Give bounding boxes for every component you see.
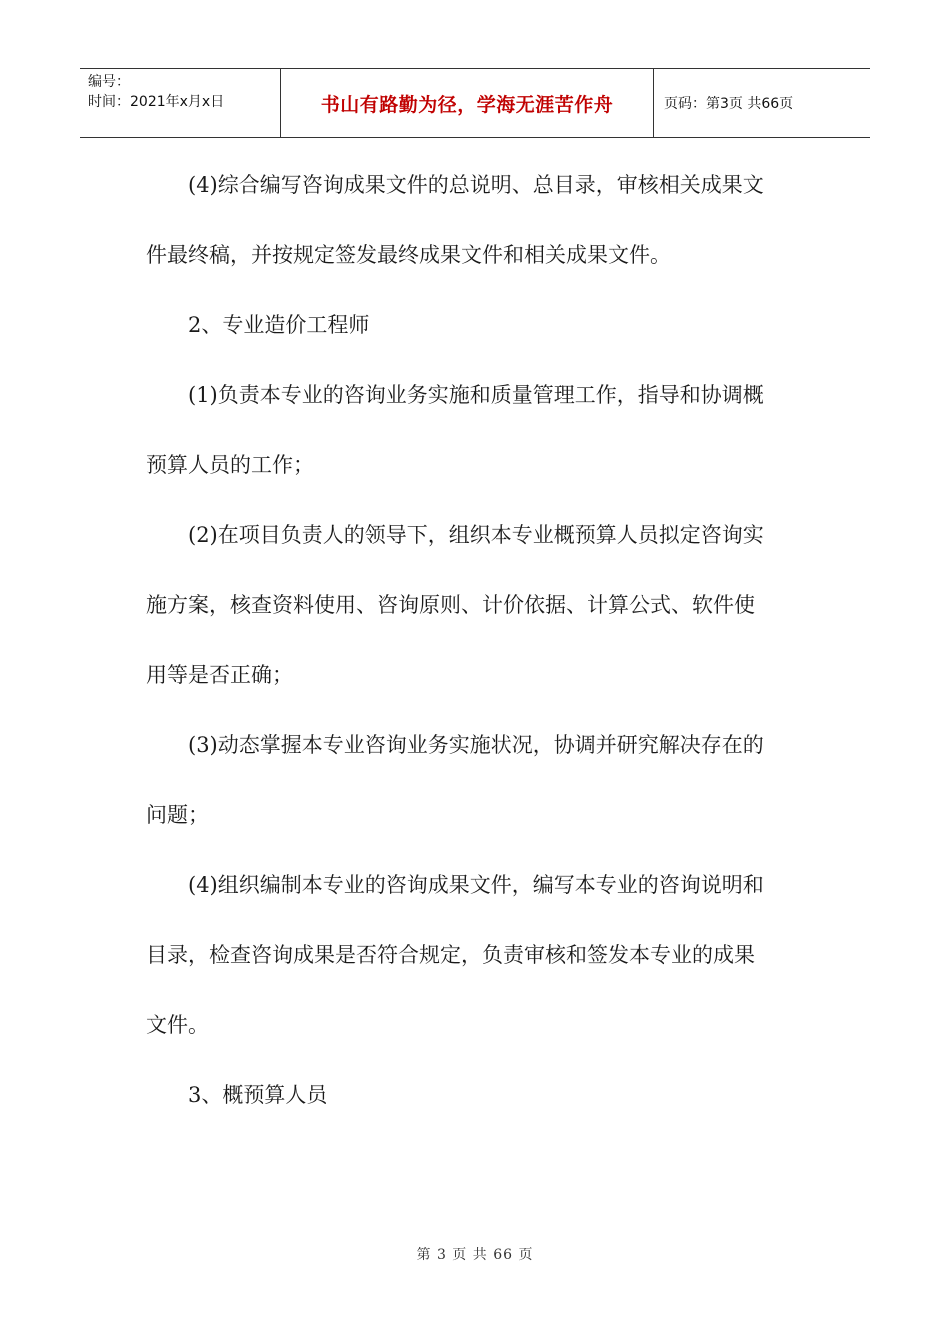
paragraph-line: (2)在项目负责人的领导下，组织本专业概预算人员拟定咨询实 [188,523,764,547]
paragraph-line: 件最终稿，并按规定签发最终成果文件和相关成果文件。 [146,243,671,267]
document-body [146,150,806,1130]
header-meta-cell [80,69,280,137]
document-header [80,68,870,138]
paragraph-line: 问题； [146,803,209,827]
page-footer: 第 3 页 共 66 页 [416,1247,534,1263]
header-divider [653,69,654,137]
paragraph-line: 预算人员的工作； [146,453,314,477]
header-motto: 书山有路勤为径，学海无涯苦作舟 [320,93,614,116]
section-heading: 2、专业造价工程师 [188,313,370,337]
paragraph-line: 文件。 [146,1013,209,1037]
paragraph-line: (1)负责本专业的咨询业务实施和质量管理工作，指导和协调概 [188,383,764,407]
doc-number-label: 编号： [88,74,130,90]
paragraph-line: 目录，检查咨询成果是否符合规定，负责审核和签发本专业的成果 [146,943,755,967]
doc-date-label: 时间：2021年x月x日 [88,94,225,110]
paragraph-line: 施方案，核查资料使用、咨询原则、计价依据、计算公式、软件使 [146,593,755,617]
paragraph-line: (4)组织编制本专业的咨询成果文件，编写本专业的咨询说明和 [188,873,764,897]
paragraph-line: (3)动态掌握本专业咨询业务实施状况，协调并研究解决存在的 [188,733,764,757]
paragraph-line: (4)综合编写咨询成果文件的总说明、总目录，审核相关成果文 [188,173,764,197]
section-heading: 3、概预算人员 [188,1083,328,1107]
header-page-info: 页码：第3页 共66页 [664,96,794,112]
paragraph-line: 用等是否正确； [146,663,293,687]
